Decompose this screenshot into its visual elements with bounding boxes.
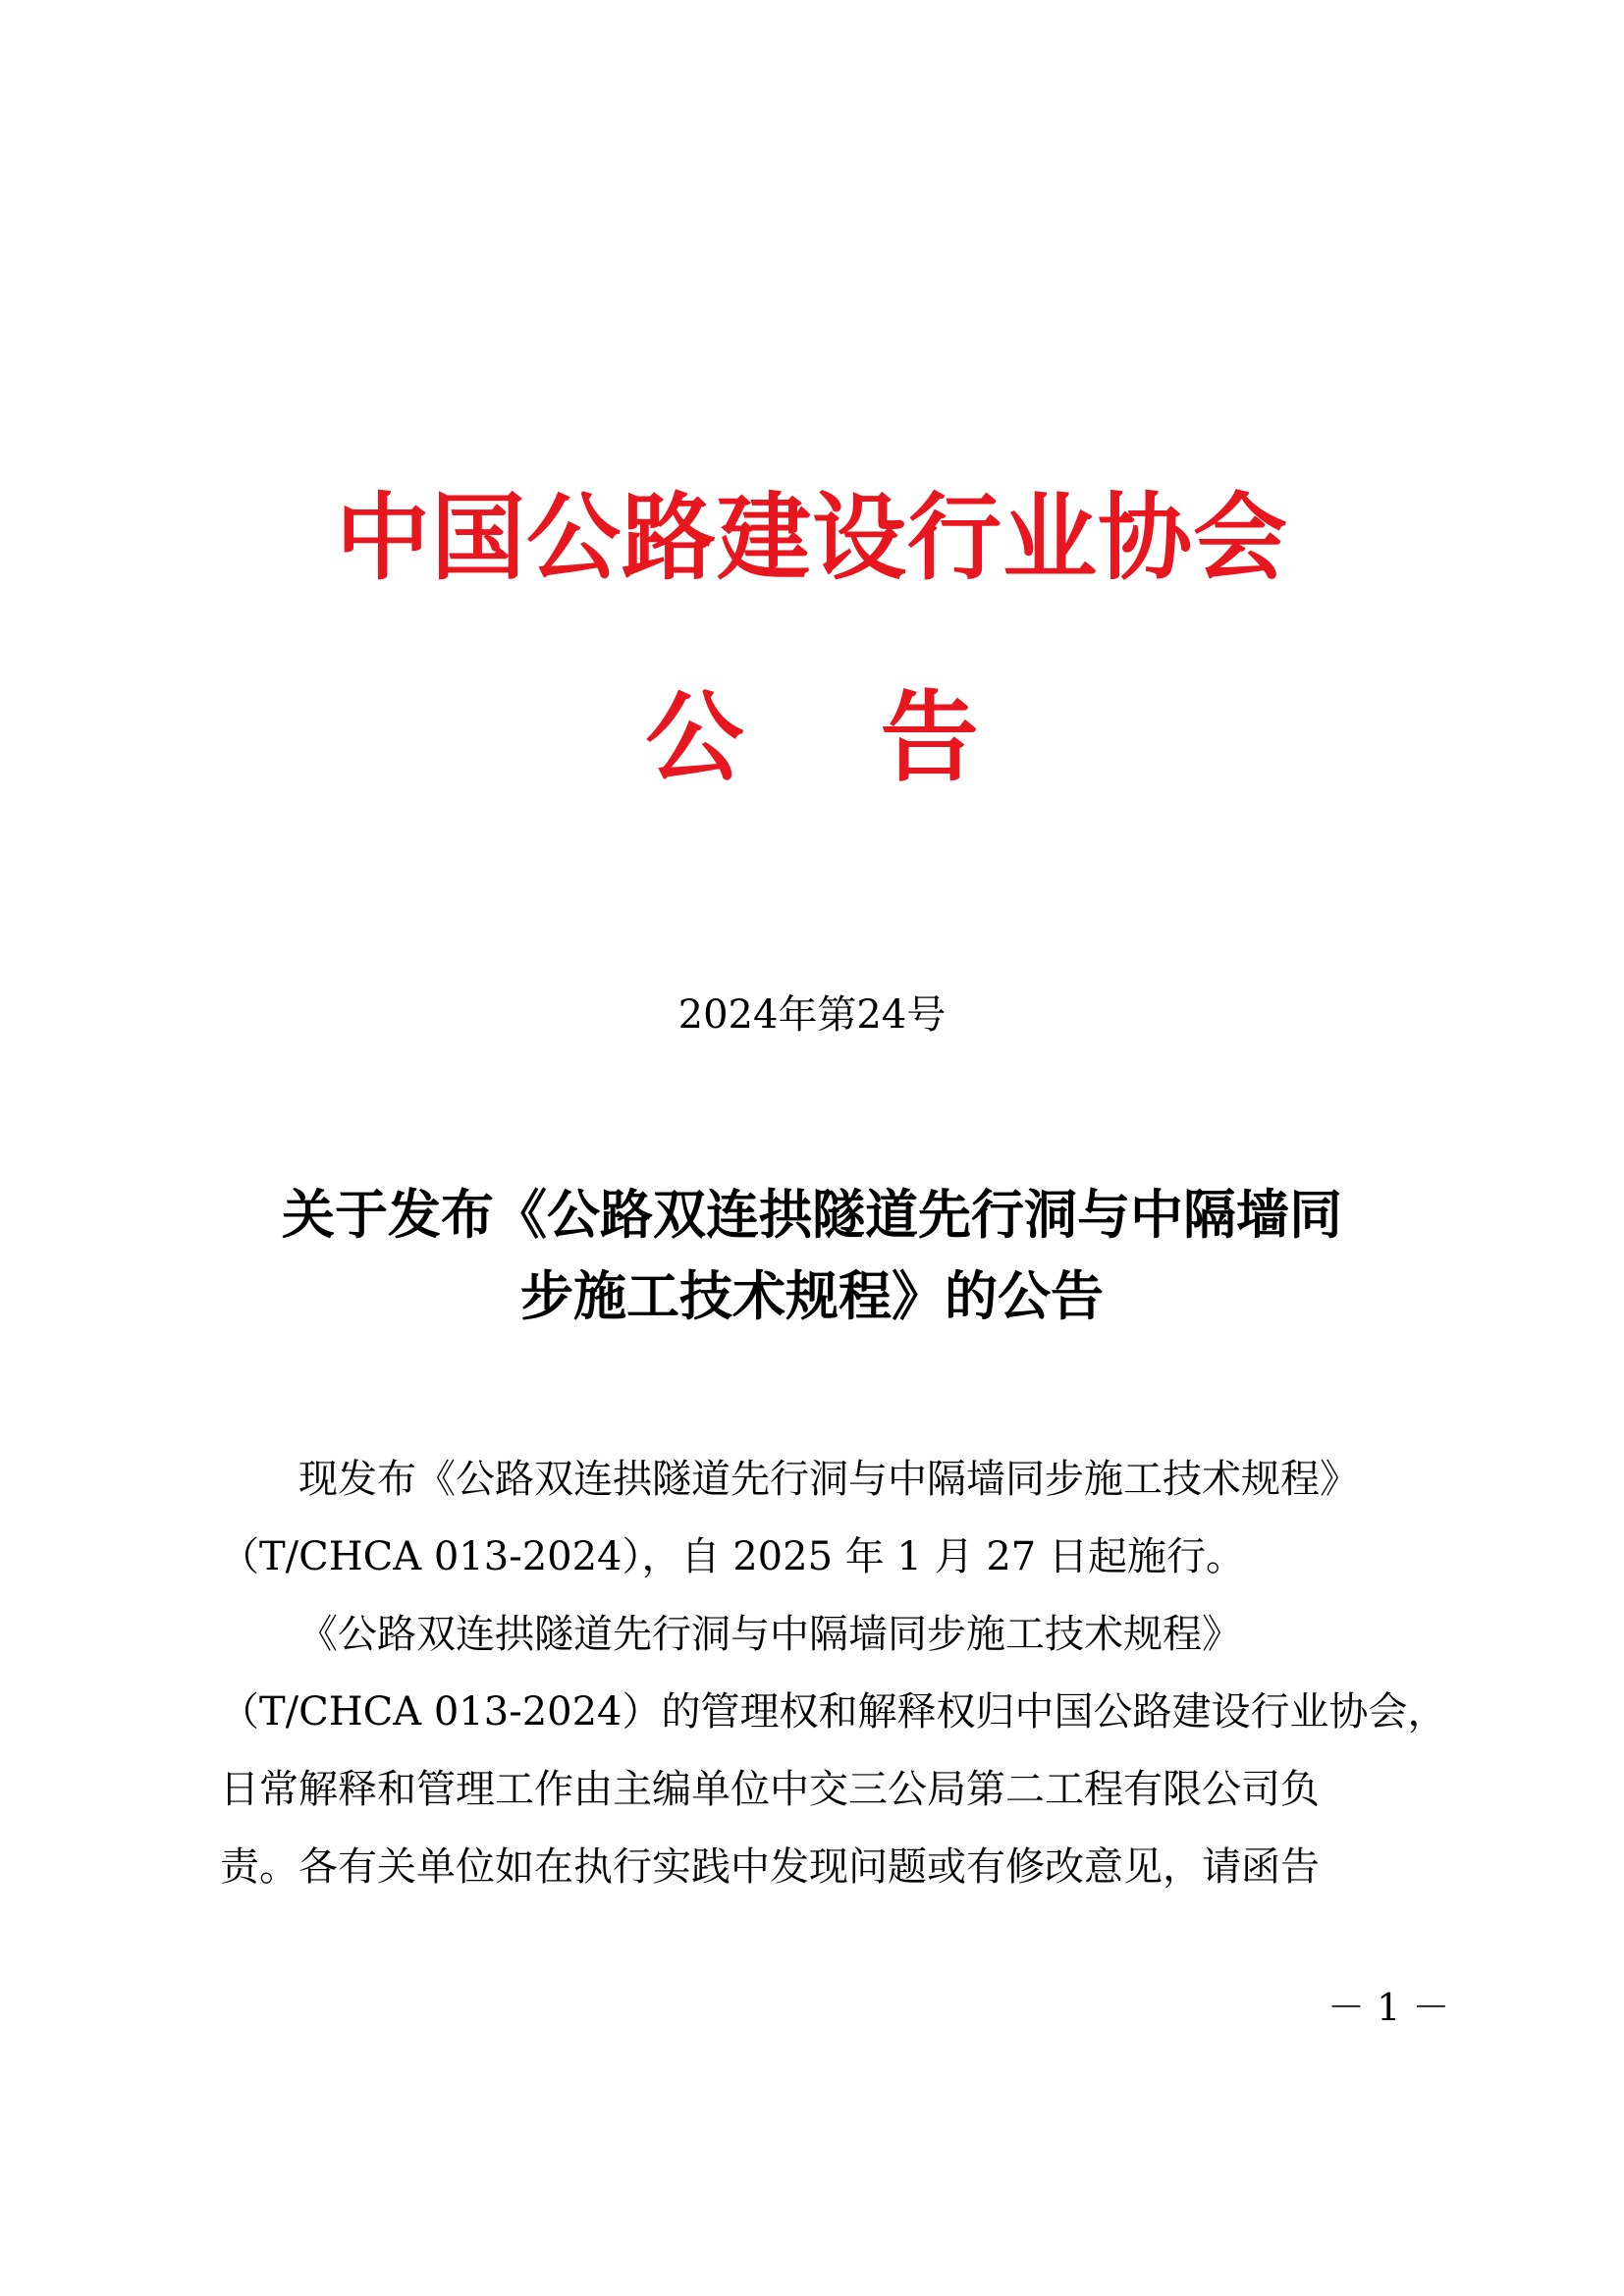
title-line-1: 关于发布《公路双连拱隧道先行洞与中隔墙同 [282,1184,1342,1246]
document-number: 2024年第24号 [677,992,947,1038]
body-line: 《公路双连拱隧道先行洞与中隔墙同步施工技术规程》 [298,1612,1241,1657]
body-line: （T/CHCA 013-2024）的管理权和解释权归中国公路建设行业协会， [220,1689,1447,1735]
announcement-title [157,1174,1467,1337]
body-line: 责。各有关单位如在执行实践中发现问题或有修改意见，请函告 [220,1844,1320,1890]
body-line: 日常解释和管理工作由主编单位中交三公局第二工程有限公司负 [220,1767,1320,1812]
announcement-body [220,1441,1447,1906]
document-type: 公 告 [645,680,979,795]
body-line: 现发布《公路双连拱隧道先行洞与中隔墙同步施工技术规程》 [298,1457,1359,1502]
title-line-2: 步施工技术规程》的公告 [520,1265,1104,1327]
issuer-name: 中国公路建设行业协会 [336,483,1288,593]
body-line: （T/CHCA 013-2024），自 2025 年 1 月 27 日起施行。 [220,1534,1245,1579]
page-number: － 1 － [1327,1986,1450,2029]
